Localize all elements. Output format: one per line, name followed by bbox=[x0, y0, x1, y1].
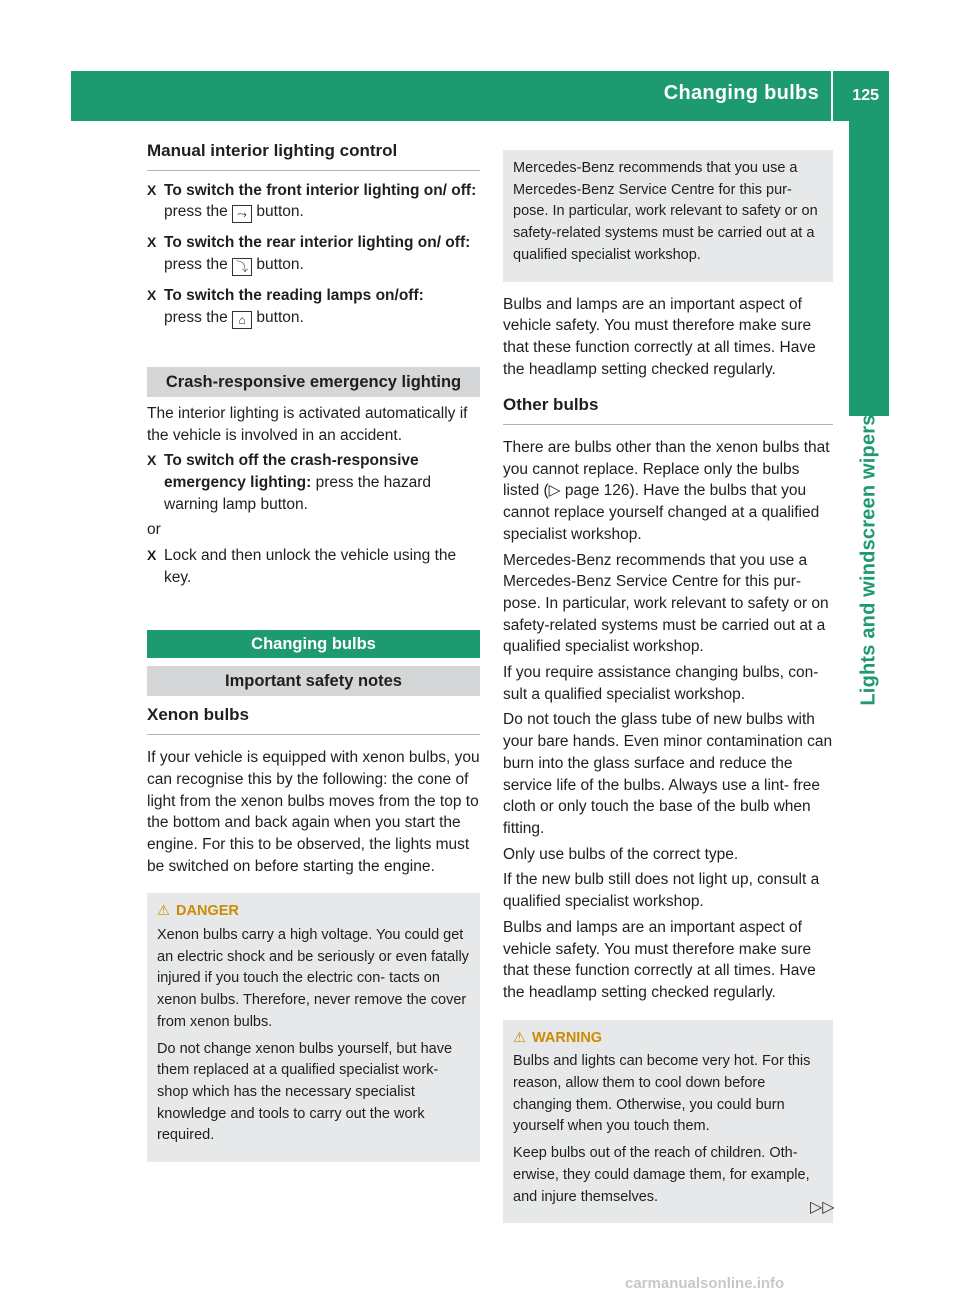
note-box: Mercedes-Benz recommends that you use a Mercedes-Benz Service Centre for this pur- pose. In particular, work relevant to safety or on safety-related systems must be carried out at a qualified specialist workshop. bbox=[503, 150, 833, 282]
step-arrow-icon: X bbox=[147, 547, 157, 564]
list-item: X To switch the front interior lighting on/ off: press the ⤳ button. bbox=[147, 181, 477, 222]
warning-triangle-icon: ⚠ bbox=[513, 1029, 526, 1046]
section-title: Changing bulbs bbox=[663, 82, 819, 104]
watermark-footer: carmanualsonline.info bbox=[625, 1275, 785, 1292]
front-light-icon: ⤳ bbox=[232, 205, 252, 223]
reading-lamp-icon: ⌂ bbox=[232, 311, 252, 329]
safety-notes-heading: Important safety notes bbox=[147, 666, 480, 696]
warning-title: ⚠ WARNING bbox=[513, 1028, 823, 1050]
other-bulbs-heading: Other bulbs bbox=[503, 394, 833, 425]
danger-box: ⚠ DANGER Xenon bulbs carry a high voltage. You could get an electric shock and be seriously or even fatally injured if you touch the electric con- tacts on xenon bulbs. Therefore, never remove the cover from xenon bulbs. Do not change xenon bulbs yourself, but have them replaced at a qualified specialist work- shop which has the necessary specialist knowledge and tools to carry out the work required. bbox=[147, 893, 480, 1162]
step-arrow-icon: X bbox=[147, 181, 157, 198]
xenon-heading: Xenon bulbs bbox=[147, 704, 480, 735]
step-arrow-icon: X bbox=[147, 234, 157, 251]
warning-triangle-icon: ⚠ bbox=[157, 903, 170, 920]
chapter-side-label: Lights and windscreen wipers bbox=[857, 414, 880, 706]
list-item: X Lock and then unlock the vehicle using the key. bbox=[147, 547, 457, 586]
list-item: X To switch the reading lamps on/off: press the ⌂ button. bbox=[147, 287, 424, 327]
changing-bulbs-heading: Changing bulbs bbox=[147, 630, 480, 658]
danger-title: ⚠ DANGER bbox=[157, 901, 470, 923]
list-item: X To switch off the crash-responsive emergency lighting: press the hazard warning lamp button. bbox=[147, 452, 432, 513]
page-number: 125 bbox=[852, 87, 879, 104]
or-text: or bbox=[147, 521, 161, 539]
rear-light-icon: ⤵ bbox=[232, 258, 252, 276]
left-column bbox=[147, 140, 480, 1162]
warning-box: ⚠ WARNING Bulbs and lights can become very hot. For this reason, allow them to cool down before changing them. Otherwise, you could burn yourself when you touch them. Keep bulbs out of the reach of children. Oth- erwise, they could damage them, for example, and injure themselves. bbox=[503, 1020, 833, 1224]
header-bar bbox=[71, 71, 889, 121]
important-text: Bulbs and lamps are an important aspect of vehicle safety. You must therefore make sure that these function correctly at all times. Have the headlamp setting checked regularly. bbox=[503, 295, 816, 378]
side-tab-marker bbox=[849, 121, 889, 416]
right-column: Mercedes-Benz recommends that you use a Mercedes-Benz Service Centre for this pur- pose. In particular, work relevant to safety or on safety-related systems must be carried out at a qualified specialist workshop. Bulbs and lamps are an important aspect of vehicle safety. You must therefore make sure that these function correctly at all times. Have the headlamp setting checked regularly. Other bulbs There are bulbs other than the xenon bulbs that you cannot replace. Replace only the bulbs listed (▷ page 126). Have the bulbs that you cannot replace yourself changed at a qualified specialist workshop. Mercedes-Benz recommends that you use a Mercedes-Benz Service Centre for this pur- pose. In particular, work relevant to safety or on safety-related systems must be carried out at a qualified specialist workshop. If you require assistance changing bulbs, con- sult a qualified specialist workshop. Do not touch the glass tube of new bulbs with your bare hands. Even minor contamination can burn into the glass surface and reduce the service life of the bulbs. Always use a lint- free cloth or only touch the base of the bulb when fitting. Only use bulbs of the correct type. If the new bulb still does not light up, consult a qualified specialist workshop. Bulbs and lamps are an important aspect of vehicle safety. You must therefore make sure that these function correctly at all times. Have the headlamp setting checked regularly. ⚠ WARNING Bulbs and lights can become very hot. For this reason, allow them to cool down before changing them. Otherwise, you could burn yourself when you touch them. Keep bulbs out of the reach of children. Oth- erwise, they could damage them, for example, and injure themselves. bbox=[503, 150, 833, 1223]
continued-arrow-icon: ▷▷ bbox=[810, 1199, 835, 1216]
step-arrow-icon: X bbox=[147, 452, 157, 469]
xenon-text: If your vehicle is equipped with xenon bulbs, you can recognise this by the following: the cone of light from the xenon bulbs moves from the top to the bottom and back again when you start the engine. For this to be observed, the lights must be switched on before starting the engine. bbox=[147, 749, 480, 875]
step-arrow-icon: X bbox=[147, 287, 157, 304]
crash-text: The interior lighting is activated automatically if the vehicle is involved in an accident. bbox=[147, 404, 468, 444]
list-item: X To switch the rear interior lighting on/ off: press the ⤵ button. bbox=[147, 234, 471, 275]
crash-lighting-heading: Crash-responsive emergency lighting bbox=[147, 367, 480, 397]
manual-lighting-heading: Manual interior lighting control bbox=[147, 140, 480, 171]
header-divider bbox=[831, 71, 833, 121]
